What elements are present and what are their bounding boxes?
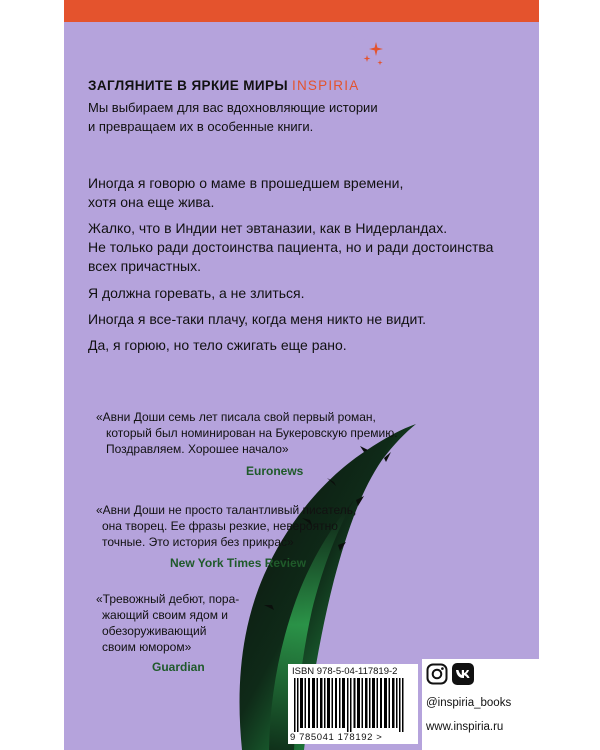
excerpt-line: хотя она еще жива. [88,194,215,210]
barcode-graphic [294,678,412,732]
isbn-text: ISBN 978-5-04-117819-2 [292,666,398,677]
review-line: жающий своим ядом и [102,608,228,622]
instagram-handle[interactable]: @inspiria_books [426,697,512,709]
excerpt-line: Иногда я все-таки плачу, когда меня никто не видит. [88,311,427,327]
review-nyt [96,502,356,571]
excerpt-line: всех причастных. [88,258,202,274]
review-euronews [96,409,398,479]
review-source: Guardian [152,660,205,674]
review-guardian [96,591,239,675]
instagram-icon[interactable] [426,663,448,685]
review-line: Поздравляем. Хорошее начало» [106,442,289,456]
intro-line: и превращаем их в особенные книги. [88,119,314,134]
review-line: точные. Это история без прикрас» [102,535,294,549]
review-line: обезоруживающий [102,624,207,638]
review-line: «Авни Доши семь лет писала свой первый роман, [96,410,376,424]
series-heading-text: ЗАГЛЯНИТЕ В ЯРКИЕ МИРЫ [88,78,289,93]
intro-line: Мы выбираем для вас вдохновляющие истории [88,100,378,115]
review-line: «Авни Доши не просто талантливый писатель, [96,503,357,517]
excerpt-line: Иногда я говорю о маме в прошедшем времени, [88,175,404,191]
review-line: она творец. Ее фразы резкие, невероятно [102,519,338,533]
brand-name: INSPIRIA [292,78,360,93]
excerpt-line: Я должна горевать, а не злиться. [88,285,305,301]
book-back-cover [64,0,539,750]
review-line: своим юмором» [102,640,192,654]
excerpt-line: Не только ради достоинства пациента, но и ради достоинства [88,239,494,255]
review-source: New York Times Review [170,556,307,570]
excerpt-line: Жалко, что в Индии нет эвтаназии, как в Нидерландах. [88,220,448,236]
social-panel [422,659,539,750]
barcode-panel [288,664,418,744]
barcode-number: 9 785041 178192 > [290,732,383,743]
vk-icon[interactable] [452,663,474,685]
excerpt-line: Да, я горюю, но тело сжигать еще рано. [88,337,347,353]
review-line: который был номинирован на Букеровскую премию. [106,426,398,440]
review-line: «Тревожный дебют, пора- [96,592,240,606]
website-link[interactable]: www.inspiria.ru [426,721,504,733]
review-source: Euronews [246,464,304,478]
